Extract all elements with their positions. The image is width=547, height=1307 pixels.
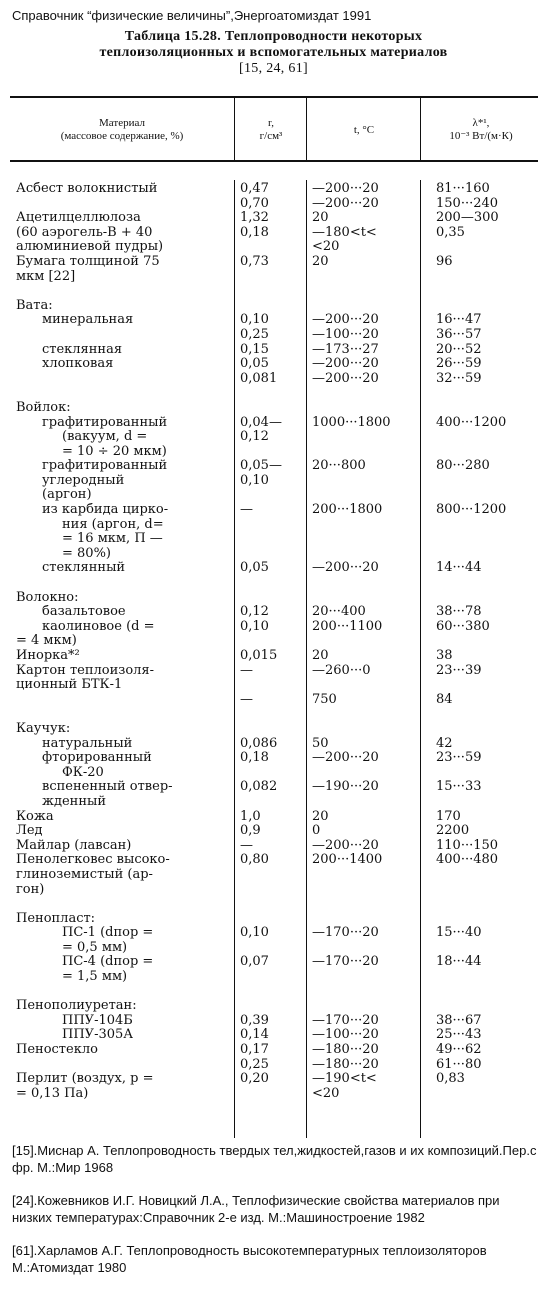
density-cell: — [240,662,253,678]
temperature-cell: 20···800 [312,458,366,474]
temperature-cell: 20···400 [312,604,366,620]
temperature-cell: —200···20 [312,370,379,386]
conductivity-cell: 38···78 [436,604,482,620]
table-row [0,1087,547,1102]
table-row [0,883,547,898]
density-cell: 0,12 [240,429,269,445]
table-row [0,722,547,737]
conductivity-cell: 16···47 [436,312,482,328]
material-cell: Вата: [16,298,53,313]
header-material [14,117,230,143]
material-cell: Ацетилцеллюлоза [16,211,141,226]
conductivity-cell: 26···59 [436,356,482,372]
table-row [0,1028,547,1043]
header-conductivity [422,117,540,143]
density-cell: 0,18 [240,224,269,240]
reference-item: [61].Харламов А.Г. Теплопроводность высокотемпературных теплоизоляторов М.:Атомиздат 1980 [12,1243,487,1275]
density-cell: 0,04— [240,414,282,430]
table-caption-line-1: Таблица 15.28. Теплопроводности некоторых [124,29,423,44]
temperature-cell: <20 [312,1085,340,1101]
temperature-cell: 1000···1800 [312,414,391,430]
material-cell: базальтовое [42,605,126,620]
temperature-cell: —200···20 [312,195,379,211]
table-row [0,328,547,343]
table-row [0,401,547,416]
density-cell: 0,39 [240,1012,269,1028]
temperature-cell: —260···0 [312,662,371,678]
table-row [0,270,547,285]
table-row [0,955,547,970]
conductivity-cell: 150···240 [436,195,499,211]
material-cell: (60 аэрогель-В + 40 [16,225,153,240]
material-cell: гон) [16,882,45,897]
temperature-cell: —200···20 [312,837,379,853]
material-cell: = 0,5 мм) [62,940,128,955]
table-row [0,999,547,1014]
material-cell: Майлар (лавсан) [16,838,132,853]
conductivity-cell: 0,35 [436,224,465,240]
header-density-line-2: г/см³ [259,130,283,142]
temperature-cell: —190<t< [312,1071,377,1087]
material-cell: = 10 ÷ 20 мкм) [62,444,167,459]
header-density-line-1: r, [268,117,274,129]
temperature-cell: 750 [312,691,337,707]
material-cell: Инорка*² [16,649,80,663]
table-caption-references: [15, 24, 61] [239,61,308,76]
table-row [0,839,547,854]
density-cell: 0,9 [240,823,261,839]
density-cell: 0,80 [240,852,269,868]
density-cell: 0,25 [240,326,269,342]
density-cell: 1,32 [240,210,269,226]
table-row [0,357,547,372]
table-row [0,591,547,606]
temperature-cell: <20 [312,239,340,255]
density-cell: — [240,502,253,518]
table-row [0,313,547,328]
material-cell: Пенополиуретан: [16,999,137,1014]
material-cell: ПС-4 (dпор = [62,955,154,970]
material-cell: ПС-1 (dпор = [62,926,154,941]
table-row [0,751,547,766]
table-row [0,211,547,226]
temperature-cell: 20 [312,210,329,226]
table-row [0,255,547,270]
conductivity-cell: 61···80 [436,1056,482,1072]
material-cell: Волокно: [16,590,79,605]
temperature-cell: —170···20 [312,925,379,941]
material-cell: Бумага толщиной 75 [16,254,160,269]
temperature-cell: —200···20 [312,560,379,576]
density-cell: 0,47 [240,181,269,196]
material-cell: алюминиевой пудры) [16,240,164,255]
temperature-cell: —170···20 [312,1012,379,1028]
material-cell: = 80%) [62,546,111,561]
material-cell: Картон теплоизоля- [16,663,155,678]
table-row [0,795,547,810]
temperature-cell: —100···20 [312,326,379,342]
material-cell: каолиновое (d = [42,619,155,634]
material-cell: глиноземистый (ар- [16,867,153,882]
table-row [0,824,547,839]
material-cell: (вакуум, d = [62,430,148,445]
material-cell: Пеностекло [16,1043,98,1058]
conductivity-cell: 15···40 [436,925,482,941]
table-row [0,912,547,927]
references-list [12,1142,537,1292]
material-cell: ния (аргон, d= [62,517,164,532]
table-row [0,532,547,547]
material-cell: натуральный [42,736,133,751]
table-body [0,182,547,1101]
density-cell: — [240,837,253,853]
table-header-rule [10,160,538,162]
table-row [0,1014,547,1029]
table-row [0,459,547,474]
temperature-cell: —200···20 [312,356,379,372]
temperature-cell: 200···1800 [312,502,383,518]
temperature-cell: —200···20 [312,750,379,766]
material-cell: хлопковая [42,357,114,372]
material-cell: ППУ-305А [62,1028,134,1043]
table-row [0,445,547,460]
reference-item: [24].Кожевников И.Г. Новицкий Л.А., Теплофизические свойства материалов при низких температурах:Справочник 2-е изд. М.:Машиностроение 1982 [12,1193,500,1225]
density-cell: 0,20 [240,1071,269,1087]
table-row [0,430,547,445]
table-row [0,416,547,431]
material-cell: Пенолегковес высоко- [16,853,170,868]
table-row [0,941,547,956]
header-material-line-2: (массовое содержание, %) [60,130,184,142]
conductivity-cell: 200—300 [436,210,499,226]
material-cell: стеклянная [42,342,123,357]
conductivity-cell: 32···59 [436,370,482,386]
density-cell: 0,15 [240,341,269,357]
table-row [0,488,547,503]
table-row [0,780,547,795]
table-row [0,649,547,664]
table-row [0,284,547,299]
table-row [0,766,547,781]
temperature-cell: —100···20 [312,1027,379,1043]
material-cell: = 4 мкм) [16,634,77,649]
density-cell: 0,10 [240,925,269,941]
temperature-cell: —180<t< [312,224,377,240]
density-cell: 0,07 [240,954,269,970]
conductivity-cell: 14···44 [436,560,482,576]
table-row [0,634,547,649]
conductivity-cell: 110···150 [436,837,499,853]
material-cell: ФК-20 [62,765,104,780]
material-cell: = 0,13 Па) [16,1086,89,1101]
table-row [0,372,547,387]
table-caption-line-2: теплоизоляционных и вспомогательных материалов [99,45,448,60]
table-row [0,664,547,679]
temperature-cell: 50 [312,735,329,751]
conductivity-cell: 49···62 [436,1042,482,1058]
conductivity-cell: 170 [436,808,461,824]
conductivity-cell: 36···57 [436,326,482,342]
density-cell: 0,17 [240,1042,269,1058]
table-row [0,970,547,985]
density-cell: 0,10 [240,472,269,488]
density-cell: 0,12 [240,604,269,620]
conductivity-cell: 84 [436,691,453,707]
density-cell: 0,082 [240,779,278,795]
conductivity-cell: 15···33 [436,779,482,795]
table-row [0,547,547,562]
table-row [0,926,547,941]
material-cell: Лед [16,824,43,839]
conductivity-cell: 2200 [436,823,470,839]
temperature-cell: —200···20 [312,312,379,328]
table-row [0,1072,547,1087]
material-cell: = 1,5 мм) [62,970,128,985]
density-cell: 0,10 [240,618,269,634]
conductivity-cell: 80···280 [436,458,490,474]
conductivity-cell: 23···39 [436,662,482,678]
density-cell: 0,25 [240,1056,269,1072]
table-row [0,605,547,620]
header-conductivity-line-1: λ*¹, [472,117,490,129]
table-row [0,182,547,197]
table-row [0,868,547,883]
table-row [0,503,547,518]
header-divider-2 [306,97,307,160]
table-row [0,226,547,241]
material-cell: углеродный [42,473,125,488]
material-cell: Каучук: [16,721,71,736]
density-cell: 0,015 [240,648,278,663]
header-material-line-1: Материал [99,117,145,129]
conductivity-cell: 400···1200 [436,414,507,430]
conductivity-cell: 20···52 [436,341,482,357]
material-cell: Войлок: [16,400,71,415]
conductivity-cell: 25···43 [436,1027,482,1043]
table-row [0,810,547,825]
temperature-cell: 20 [312,253,329,269]
table-row [0,561,547,576]
table-row [0,897,547,912]
density-cell: 0,081 [240,370,278,386]
material-cell: графитированный [42,415,168,430]
density-cell: 0,73 [240,253,269,269]
temperature-cell: —173···27 [312,341,379,357]
table-row [0,386,547,401]
header-divider-3 [420,97,421,160]
reference-item: [15].Миснар А. Теплопроводность твердых тел,жидкостей,газов и их композиций.Пер.с фр. М.:Мир 1968 [12,1143,537,1175]
density-cell: — [240,691,253,707]
conductivity-cell: 38 [436,648,453,663]
table-row [0,853,547,868]
material-cell: Пенопласт: [16,911,96,926]
temperature-cell: —190···20 [312,779,379,795]
material-cell: вспененный отвер- [42,780,173,795]
density-cell: 0,18 [240,750,269,766]
temperature-cell: 20 [312,648,329,663]
temperature-cell: —180···20 [312,1056,379,1072]
table-row [0,474,547,489]
table-row [0,197,547,212]
density-cell: 0,05 [240,356,269,372]
material-cell: Перлит (воздух, р = [16,1072,154,1087]
material-cell: (аргон) [42,488,92,503]
density-cell: 0,086 [240,735,278,751]
temperature-cell: —200···20 [312,181,379,196]
table-row [0,985,547,1000]
conductivity-cell: 96 [436,253,453,269]
material-cell: фторированный [42,751,152,766]
conductivity-cell: 0,83 [436,1071,465,1087]
temperature-cell: 200···1400 [312,852,383,868]
material-cell: из карбида цирко- [42,503,169,518]
table-row [0,518,547,533]
material-cell: ционный БТК-1 [16,678,123,693]
density-cell: 0,10 [240,312,269,328]
table-row [0,620,547,635]
material-cell: минеральная [42,313,134,328]
temperature-cell: 0 [312,823,321,839]
table-row [0,1043,547,1058]
density-cell: 0,05— [240,458,282,474]
material-cell: Асбест волокнистый [16,182,158,196]
conductivity-cell: 23···59 [436,750,482,766]
material-cell: стеклянный [42,561,126,576]
material-cell: графитированный [42,459,168,474]
material-cell: мкм [22] [16,269,76,284]
temperature-cell: 20 [312,808,329,824]
material-cell: ППУ-104Б [62,1013,133,1028]
header-conductivity-line-2: 10⁻³ Вт/(м·К) [449,130,513,142]
table-row [0,693,547,708]
conductivity-cell: 400···480 [436,852,499,868]
table-row [0,707,547,722]
conductivity-cell: 18···44 [436,954,482,970]
table-row [0,299,547,314]
density-cell: 0,70 [240,195,269,211]
table-row [0,240,547,255]
conductivity-cell: 42 [436,735,453,751]
table-top-rule [10,96,538,98]
source-line: Справочник “физические величины”,Энергоатомиздат 1991 [12,8,372,23]
header-divider-1 [234,97,235,160]
material-cell: = 16 мкм, П — [62,532,163,547]
density-cell: 0,05 [240,560,269,576]
table-row [0,737,547,752]
table-row [0,343,547,358]
conductivity-cell: 60···380 [436,618,490,634]
table-row [0,1058,547,1073]
conductivity-cell: 81···160 [436,181,490,196]
conductivity-cell: 800···1200 [436,502,507,518]
material-cell: жденный [42,794,106,809]
material-cell: Кожа [16,809,54,824]
density-cell: 0,14 [240,1027,269,1043]
header-temperature: t, °С [353,124,375,136]
temperature-cell: 200···1100 [312,618,383,634]
temperature-cell: —180···20 [312,1042,379,1058]
density-cell: 1,0 [240,808,261,824]
table-row [0,576,547,591]
conductivity-cell: 38···67 [436,1012,482,1028]
table-row [0,678,547,693]
temperature-cell: —170···20 [312,954,379,970]
header-density [236,117,306,143]
